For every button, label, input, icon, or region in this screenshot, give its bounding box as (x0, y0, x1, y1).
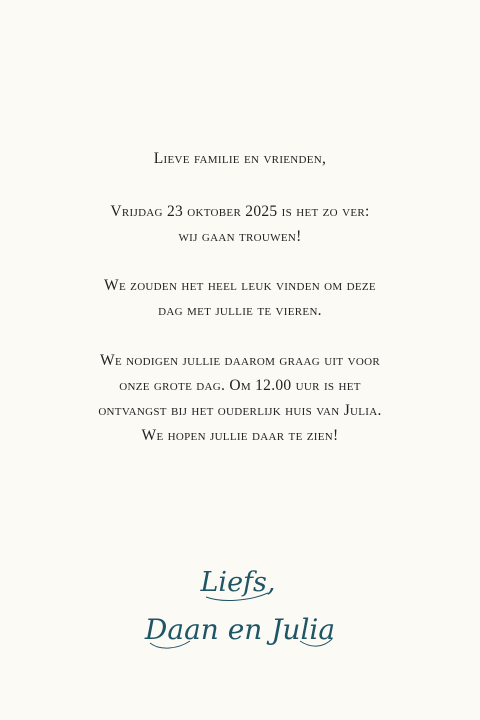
invite-paragraph (0, 273, 480, 323)
greeting-line: Lieve familie en vrienden, (153, 150, 327, 167)
signature-block (0, 555, 480, 665)
details-paragraph (0, 348, 480, 448)
announcement-paragraph (0, 199, 480, 249)
invite-line: dag met jullie te vieren. (158, 302, 322, 319)
signature-closing: Liefs, (200, 567, 276, 598)
greeting-paragraph (0, 146, 480, 171)
announcement-line: wij gaan trouwen! (178, 228, 302, 245)
details-line: onze grote dag. Om 12.00 uur is het (119, 377, 361, 394)
details-line: ontvangst bij het ouderlijk huis van Julia. (98, 402, 382, 419)
details-line: We nodigen jullie daarom graag uit voor (100, 352, 380, 369)
announcement-line: Vrijdag 23 oktober 2025 is het zo ver: (110, 203, 370, 220)
signature-names: Daan en Julia (144, 613, 336, 646)
invite-line: We zouden het heel leuk vinden om deze (104, 277, 376, 294)
signature-svg (0, 555, 480, 665)
details-line: We hopen jullie daar te zien! (141, 427, 339, 444)
